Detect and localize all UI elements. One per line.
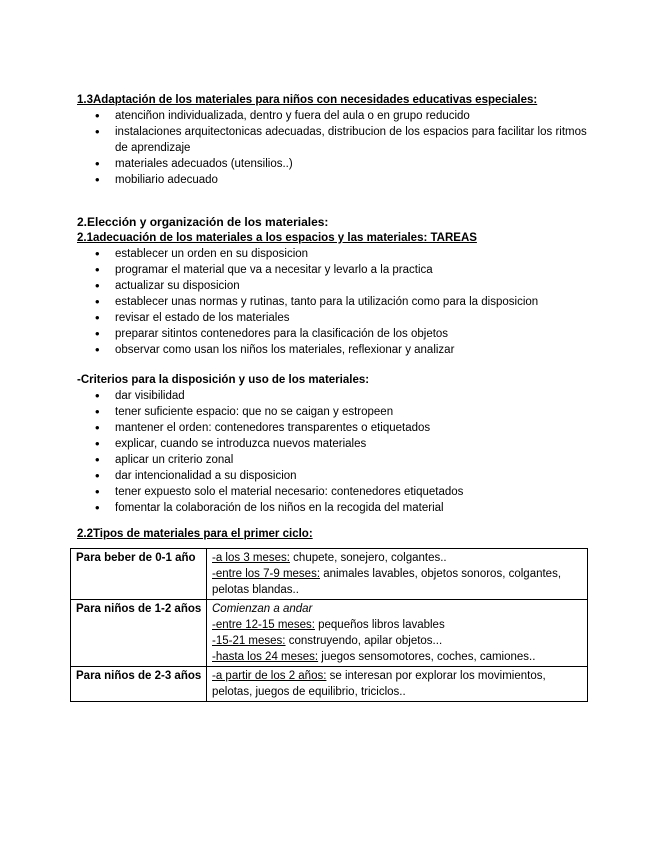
table-row <box>71 667 588 702</box>
list-item: • programar el material que va a necesitar y levarlo a la practica <box>115 262 597 278</box>
list-item: • materiales adecuados (utensilios..) <box>115 156 597 172</box>
entry-label: -a los 3 meses: <box>212 552 290 564</box>
table-entry <box>212 649 583 665</box>
list-item: • actualizar su disposicion <box>115 278 597 294</box>
list-item: • instalaciones arquitectonicas adecuadas, distribucion de los espacios para facilitar los ritmos de aprendizaje <box>115 124 597 156</box>
table-category-cell: Para niños de 1-2 años <box>71 600 207 667</box>
table-entry <box>212 633 583 649</box>
entry-text: se interesan por explorar los movimientos, pelotas, juegos de equilibrio, triciclos.. <box>212 670 546 698</box>
list-item: • preparar sitintos contenedores para la clasificación de los objetos <box>115 326 597 342</box>
list-item: • dar visibilidad <box>115 388 597 404</box>
section-2-2-heading: 2.2Tipos de materiales para el primer ciclo: <box>77 528 313 540</box>
document-content <box>77 92 597 542</box>
list-item: • mobiliario adecuado <box>115 172 597 188</box>
entry-text: juegos sensomotores, coches, camiones.. <box>318 651 536 663</box>
table-entry-intro: Comienzan a andar <box>212 603 313 615</box>
section-2-1-list <box>77 246 597 358</box>
entry-text: animales lavables, objetos sonoros, colgantes, pelotas blandas.. <box>212 568 562 596</box>
table-detail-cell <box>207 549 588 600</box>
entry-label: -entre los 7-9 meses: <box>212 568 321 580</box>
entry-text: pequeños libros lavables <box>314 619 445 631</box>
list-item: • tener suficiente espacio: que no se caigan y estropeen <box>115 404 597 420</box>
table-row <box>71 600 588 667</box>
list-item: • observar como usan los niños los materiales, reflexionar y analizar <box>115 342 597 358</box>
table-category-cell: Para beber de 0-1 año <box>71 549 207 600</box>
entry-label: -hasta los 24 meses: <box>212 651 319 663</box>
list-item: • aplicar un criterio zonal <box>115 452 597 468</box>
list-item: • revisar el estado de los materiales <box>115 310 597 326</box>
entry-text: construyendo, apilar objetos... <box>285 635 443 647</box>
criterios-heading: -Criterios para la disposición y uso de los materiales: <box>77 374 370 386</box>
list-item: • atenciñon individualizada, dentro y fuera del aula o en grupo reducido <box>115 108 597 124</box>
table-detail-cell <box>207 667 588 702</box>
section-2-1-heading: 2.1adecuación de los materiales a los espacios y las materiales: TAREAS <box>77 232 477 244</box>
table-category-cell: Para niños de 2-3 años <box>71 667 207 702</box>
list-item: • establecer unas normas y rutinas, tanto para la utilización como para la disposicion <box>115 294 597 310</box>
list-item: • explicar, cuando se introduzca nuevos materiales <box>115 436 597 452</box>
entry-label: -entre 12-15 meses: <box>212 619 315 631</box>
materials-table <box>70 548 588 702</box>
section-1-3-list <box>77 108 597 188</box>
table-detail-cell <box>207 600 588 667</box>
list-item: • establecer un orden en su disposicion <box>115 246 597 262</box>
list-item: • fomentar la colaboración de los niños en la recogida del material <box>115 500 597 516</box>
table-entry <box>212 617 583 633</box>
list-item: • tener expuesto solo el material necesario: contenedores etiquetados <box>115 484 597 500</box>
list-item: • mantener el orden: contenedores transparentes o etiquetados <box>115 420 597 436</box>
entry-text: chupete, sonejero, colgantes.. <box>289 552 447 564</box>
table-entry <box>212 566 583 598</box>
section-2-heading: 2.Elección y organización de los materiales: <box>77 215 329 229</box>
table-row <box>71 549 588 600</box>
entry-label: -a partir de los 2 años: <box>212 670 327 682</box>
section-1-3-heading: 1.3Adaptación de los materiales para niños con necesidades educativas especiales: <box>77 94 538 106</box>
entry-label: -15-21 meses: <box>212 635 286 647</box>
table-entry <box>212 668 583 700</box>
criterios-list <box>77 388 597 516</box>
table-entry <box>212 550 583 566</box>
list-item: • dar intencionalidad a su disposicion <box>115 468 597 484</box>
